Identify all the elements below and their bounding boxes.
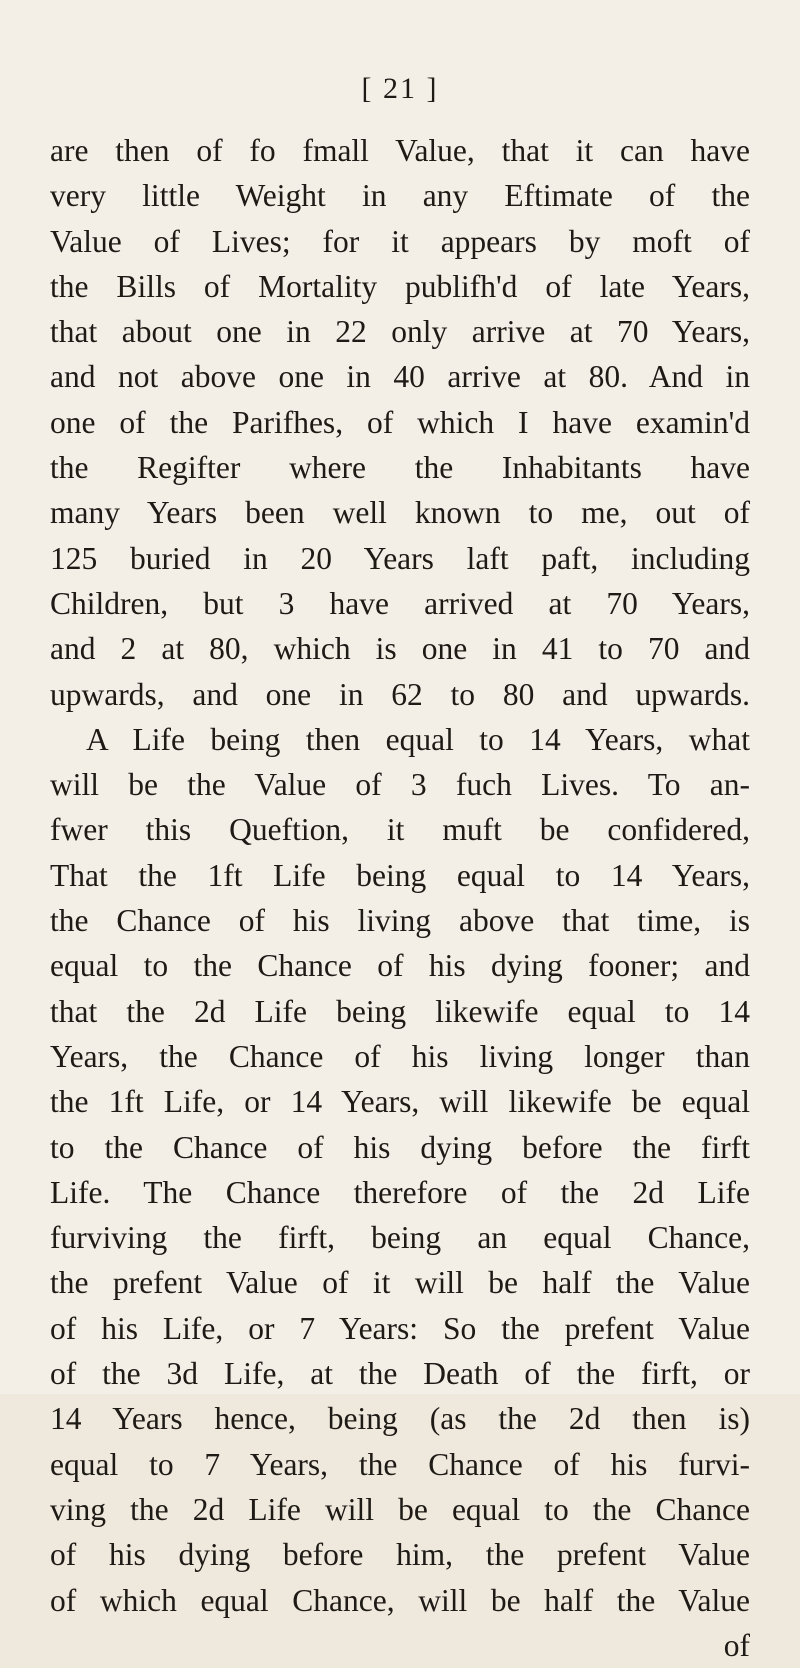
text-line: 125 buried in 20 Years laft paft, including (50, 540, 750, 576)
page-number: [ 21 ] (361, 72, 439, 105)
text-line: Value of Lives; for it appears by moft of (50, 223, 750, 259)
text-line: the Regifter where the Inhabitants have (50, 450, 750, 486)
text-line: that the 2d Life being likewife equal to 14 (50, 993, 750, 1029)
text-line: and not above one in 40 arrive at 80. And in (50, 359, 750, 395)
body-text (50, 128, 750, 1668)
text-line: the Chance of his living above that time, is (50, 903, 750, 939)
text-line: will be the Value of 3 fuch Lives. To an- (50, 767, 750, 803)
text-line: Children, but 3 have arrived at 70 Years, (50, 585, 750, 621)
text-line: fwer this Queftion, it muft be confidered, (50, 812, 750, 848)
text-line: equal to 7 Years, the Chance of his furvi- (50, 1446, 750, 1482)
text-line: Years, the Chance of his living longer than (50, 1038, 750, 1074)
text-line: one of the Parifhes, of which I have examin'd (50, 404, 750, 440)
text-line: upwards, and one in 62 to 80 and upwards. (50, 676, 750, 712)
text-line: very little Weight in any Eftimate of the (50, 178, 750, 214)
text-line: furviving the firft, being an equal Chance, (50, 1220, 750, 1256)
text-line: of his dying before him, the prefent Value (50, 1537, 750, 1573)
text-line: the Bills of Mortality publifh'd of late Years, (50, 268, 750, 304)
paragraph-start-line: A Life being then equal to 14 Years, what (86, 721, 750, 757)
text-line: of which equal Chance, will be half the Value (50, 1582, 750, 1618)
text-line: of his Life, or 7 Years: So the prefent Value (50, 1310, 750, 1346)
text-line: 14 Years hence, being (as the 2d then is) (50, 1401, 750, 1437)
text-line: equal to the Chance of his dying fooner; and (50, 948, 750, 984)
text-line: the prefent Value of it will be half the Value (50, 1265, 750, 1301)
text-line: Life. The Chance therefore of the 2d Life (50, 1174, 750, 1210)
text-line: the 1ft Life, or 14 Years, will likewife be equal (50, 1084, 750, 1120)
text-line: to the Chance of his dying before the firft (50, 1129, 750, 1165)
text-line: and 2 at 80, which is one in 41 to 70 and (50, 631, 750, 667)
catchword: of (723, 1627, 750, 1663)
text-line: ving the 2d Life will be equal to the Chance (50, 1491, 750, 1527)
text-line: that about one in 22 only arrive at 70 Years, (50, 314, 750, 350)
text-line: That the 1ft Life being equal to 14 Years, (50, 857, 750, 893)
text-line: many Years been well known to me, out of (50, 495, 750, 531)
text-line: are then of fo fmall Value, that it can have (50, 133, 750, 168)
text-line: of the 3d Life, at the Death of the firft, or (50, 1356, 750, 1392)
